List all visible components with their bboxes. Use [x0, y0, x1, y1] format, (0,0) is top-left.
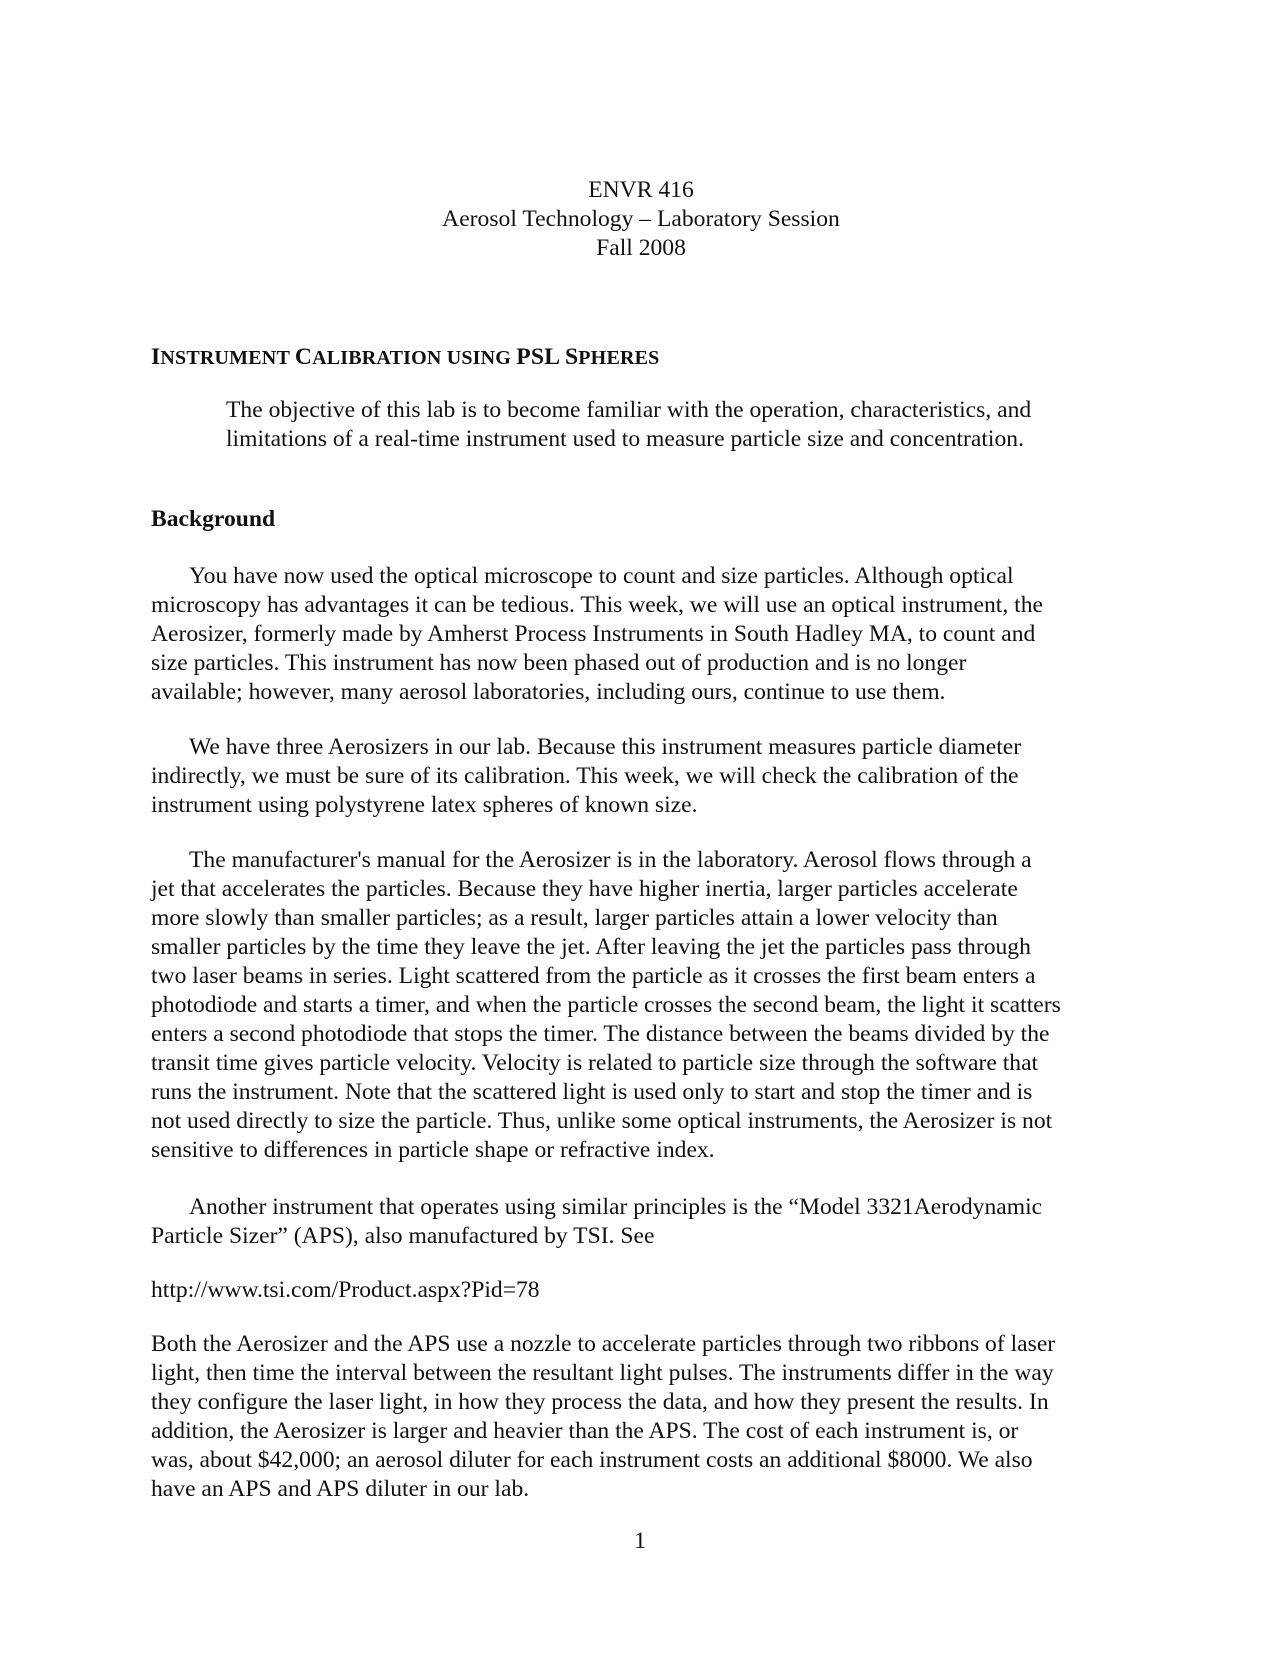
paragraph-line: indirectly, we must be sure of its calibration. This week, we will check the calibration of the — [151, 763, 1019, 789]
paragraph-line: Both the Aerosizer and the APS use a nozzle to accelerate particles through two ribbons of laser — [151, 1331, 1056, 1357]
section-title-cap-2: C — [294, 344, 313, 370]
paragraph-line: size particles. This instrument has now been phased out of production and is no longer — [151, 650, 967, 676]
paragraph-line: not used directly to size the particle. Thus, unlike some optical instruments, the Aerosizer is not — [151, 1108, 1053, 1134]
paragraph-line: We have three Aerosizers in our lab. Because this instrument measures particle diameter — [189, 734, 1022, 760]
page-number: 1 — [634, 1528, 646, 1554]
background-paragraph-4 — [151, 1193, 1131, 1251]
section-title-psl: PSL — [516, 344, 559, 370]
paragraph-line: Particle Sizer” (APS), also manufactured by TSI. See — [151, 1223, 655, 1249]
section-title-text-4: PHERES — [578, 347, 660, 369]
paragraph-line: runs the instrument. Note that the scattered light is used only to start and stop the timer and is — [151, 1079, 1033, 1105]
background-paragraph-6 — [151, 1330, 1131, 1504]
section-title — [151, 344, 660, 371]
objective-paragraph — [226, 396, 1131, 454]
paragraph-line: two laser beams in series. Light scattered from the particle as it crosses the first beam enters a — [151, 963, 1036, 989]
paragraph-line: photodiode and starts a timer, and when the particle crosses the second beam, the light it scatters — [151, 992, 1061, 1018]
paragraph-line: they configure the laser light, in how they process the data, and how they present the results. In — [151, 1389, 1049, 1415]
background-paragraph-2 — [151, 733, 1131, 820]
paragraph-line: microscopy has advantages it can be tedious. This week, we will use an optical instrument, the — [151, 592, 1043, 618]
paragraph-line: addition, the Aerosizer is larger and heavier than the APS. The cost of each instrument is, or — [151, 1418, 1019, 1444]
objective-line: The objective of this lab is to become familiar with the operation, characteristics, and — [226, 397, 1032, 423]
paragraph-line: Another instrument that operates using similar principles is the “Model 3321Aerodynamic — [189, 1194, 1043, 1220]
section-title-cap-4: S — [558, 344, 579, 370]
term: Fall 2008 — [596, 235, 686, 261]
background-paragraph-3 — [151, 846, 1131, 1165]
section-title-text-2: ALIBRATION USING — [312, 347, 517, 369]
paragraph-line: The manufacturer's manual for the Aerosizer is in the laboratory. Aerosol flows through a — [189, 847, 1032, 873]
paragraph-line: smaller particles by the time they leave the jet. After leaving the jet the particles pass through — [151, 934, 1031, 960]
objective-line: limitations of a real-time instrument used to measure particle size and concentration. — [226, 426, 1024, 452]
paragraph-line: enters a second photodiode that stops the timer. The distance between the beams divided by the — [151, 1021, 1050, 1047]
document-header — [151, 176, 1131, 263]
paragraph-line: You have now used the optical microscope to count and size particles. Although optical — [189, 563, 1014, 589]
paragraph-line: available; however, many aerosol laboratories, including ours, continue to use them. — [151, 679, 946, 705]
paragraph-line: more slowly than smaller particles; as a result, larger particles attain a lower velocity than — [151, 905, 998, 931]
paragraph-line: light, then time the interval between the resultant light pulses. The instruments differ in the way — [151, 1360, 1054, 1386]
section-title-cap-1: I — [151, 344, 161, 370]
paragraph-line: jet that accelerates the particles. Because they have higher inertia, larger particles accelerate — [151, 876, 1018, 902]
background-paragraph-1 — [151, 562, 1131, 707]
paragraph-line: instrument using polystyrene latex spheres of known size. — [151, 792, 698, 818]
course-code: ENVR 416 — [588, 177, 694, 203]
section-title-text-1: NSTRUMENT — [160, 347, 295, 369]
paragraph-line: was, about $42,000; an aerosol diluter for each instrument costs an additional $8000. We also — [151, 1447, 1033, 1473]
background-heading: Background — [151, 506, 276, 532]
paragraph-line: Aerosizer, formerly made by Amherst Process Instruments in South Hadley MA, to count and — [151, 621, 1036, 647]
product-link[interactable]: http://www.tsi.com/Product.aspx?Pid=78 — [151, 1277, 540, 1303]
paragraph-line: have an APS and APS diluter in our lab. — [151, 1476, 530, 1502]
course-title: Aerosol Technology – Laboratory Session — [442, 206, 840, 232]
product-link-paragraph — [151, 1276, 1131, 1305]
paragraph-line: sensitive to differences in particle shape or refractive index. — [151, 1137, 715, 1163]
paragraph-line: transit time gives particle velocity. Velocity is related to particle size through the software that — [151, 1050, 1039, 1076]
